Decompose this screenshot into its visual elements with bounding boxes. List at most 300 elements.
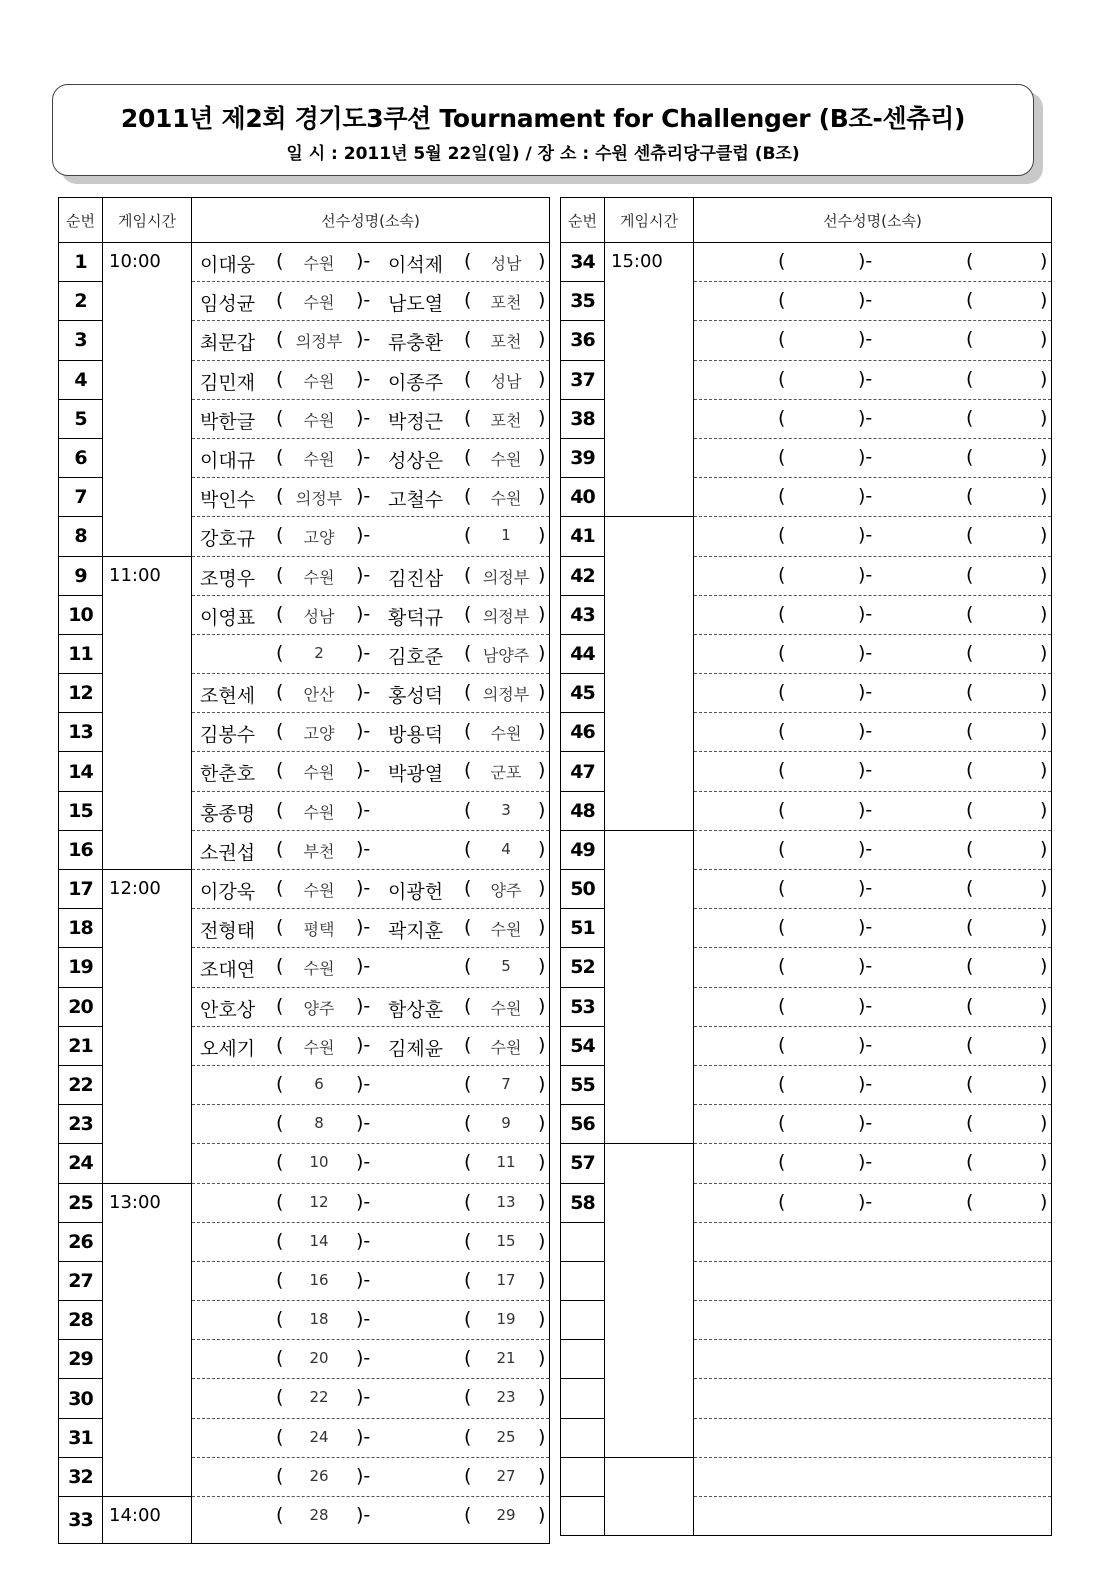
separator: )- [858,641,873,664]
paren-open: ( [778,250,786,272]
player-pair [694,752,1052,791]
player-1-club: 수원 [303,371,335,391]
header-num: 순번 [561,198,605,243]
match-number: 43 [561,595,605,634]
player-pair [192,282,550,321]
paren-close: ) [1040,720,1048,743]
table-row [561,1144,1052,1183]
player-pair [694,634,1052,673]
player-1-club: 부천 [303,841,335,861]
paren-open: ( [778,1072,786,1095]
paren-open: ( [464,798,472,821]
seed-number: 11 [496,1153,516,1172]
player-1-club: 고양 [303,528,335,548]
game-time: 10:00 [103,243,192,557]
match-number: 41 [561,517,605,556]
seed-number: 6 [314,1074,324,1093]
separator: )- [356,720,371,743]
paren-open: ( [464,1425,472,1448]
player-pair [694,1340,1052,1379]
paren-open: ( [276,1504,284,1526]
player-pair [694,1222,1052,1261]
separator: )- [858,955,873,978]
separator: )- [858,602,873,625]
separator: )- [356,1033,371,1056]
player-2-name: 곽지훈 [388,920,444,943]
paren-open: ( [966,1033,974,1056]
match-number: 7 [59,478,103,517]
paren-open: ( [276,1229,284,1252]
separator: )- [356,1229,371,1252]
paren-close: ) [538,485,546,508]
player-pair [694,948,1052,987]
game-time: 15:00 [605,243,694,517]
separator: )- [356,1347,371,1370]
paren-close: ) [1040,289,1048,312]
player-2-name: 고철수 [388,489,444,512]
separator: )- [356,837,371,860]
player-pair [192,1065,550,1104]
separator: )- [356,1308,371,1331]
seed-number: 15 [496,1231,516,1250]
player-pair [192,752,550,791]
seed-number: 9 [501,1114,511,1133]
paren-open: ( [464,1112,472,1135]
match-number: 32 [59,1457,103,1496]
player-pair [694,438,1052,477]
paren-open: ( [966,798,974,821]
paren-open: ( [778,994,786,1017]
paren-close: ) [1040,524,1048,547]
player-2-club: 수원 [490,1037,522,1057]
match-number: 12 [59,674,103,713]
player-pair [192,438,550,477]
paren-open: ( [778,445,786,468]
paren-open: ( [464,916,472,939]
match-number: 34 [561,243,605,282]
paren-open: ( [966,524,974,547]
separator: )- [356,1072,371,1095]
player-1-club: 의정부 [295,489,343,509]
paren-open: ( [464,994,472,1017]
paren-open: ( [966,367,974,390]
separator: )- [356,602,371,625]
player-2-club: 군포 [490,763,522,783]
paren-close: ) [538,916,546,939]
player-pair [694,321,1052,360]
match-number: 16 [59,830,103,869]
paren-close: ) [538,1386,546,1409]
player-1-club: 수원 [303,567,335,587]
player-pair [192,478,550,517]
match-number: 29 [59,1340,103,1379]
match-number: 47 [561,752,605,791]
player-1-name: 안호상 [200,998,256,1021]
paren-open: ( [464,1190,472,1213]
player-1-club: 의정부 [295,332,343,352]
player-1-name: 소권섭 [200,841,256,864]
match-number: 20 [59,987,103,1026]
match-number: 22 [59,1065,103,1104]
match-number: 46 [561,713,605,752]
paren-open: ( [276,681,284,704]
separator: )- [356,955,371,978]
game-time [605,517,694,831]
paren-open: ( [778,1112,786,1135]
player-pair [694,1183,1052,1222]
separator: )- [858,798,873,821]
seed-number: 29 [496,1506,516,1524]
paren-open: ( [778,1190,786,1213]
player-1-name: 조대연 [200,959,256,982]
paren-open: ( [966,837,974,860]
separator: )- [356,1386,371,1409]
match-number: 23 [59,1105,103,1144]
match-number [561,1222,605,1261]
paren-open: ( [966,1072,974,1095]
paren-open: ( [464,641,472,664]
player-2-club: 수원 [490,920,522,940]
paren-open: ( [276,1151,284,1174]
match-number: 48 [561,791,605,830]
paren-open: ( [464,328,472,351]
paren-open: ( [276,250,284,272]
player-pair [192,399,550,438]
separator: )- [356,1464,371,1487]
paren-close: ) [1040,1112,1048,1135]
match-number: 37 [561,360,605,399]
paren-open: ( [464,445,472,468]
separator: )- [356,759,371,782]
paren-open: ( [464,837,472,860]
paren-open: ( [276,563,284,586]
paren-open: ( [464,563,472,586]
player-pair [192,243,550,282]
separator: )- [356,563,371,586]
paren-open: ( [464,1268,472,1291]
separator: )- [858,1033,873,1056]
match-number: 24 [59,1144,103,1183]
match-number [561,1261,605,1300]
paren-open: ( [276,1464,284,1487]
player-pair [192,713,550,752]
player-pair [192,830,550,869]
player-pair [694,595,1052,634]
paren-open: ( [464,877,472,899]
match-number [561,1340,605,1379]
paren-close: ) [538,1464,546,1487]
seed-number: 28 [309,1506,329,1524]
paren-close: ) [538,445,546,468]
paren-open: ( [778,524,786,547]
player-2-name: 류충환 [388,332,444,355]
paren-close: ) [1040,798,1048,821]
paren-open: ( [464,1229,472,1252]
player-pair [694,556,1052,595]
match-number: 1 [59,243,103,282]
separator: )- [858,681,873,704]
paren-close: ) [538,798,546,821]
table-row [59,1497,550,1544]
paren-open: ( [276,916,284,939]
paren-close: ) [538,1308,546,1331]
paren-open: ( [276,837,284,860]
match-number: 17 [59,870,103,909]
page-title: 2011년 제2회 경기도3쿠션 Tournament for Challenger (B조-센츄리) [120,104,966,133]
paren-open: ( [966,445,974,468]
player-pair [694,1457,1052,1496]
player-pair [192,1144,550,1183]
paren-open: ( [778,837,786,860]
paren-close: ) [1040,602,1048,625]
match-number: 26 [59,1222,103,1261]
player-1-club: 성남 [303,606,335,626]
paren-open: ( [464,289,472,312]
player-1-club: 수원 [303,293,335,313]
paren-open: ( [966,485,974,508]
player-pair [192,1457,550,1496]
paren-open: ( [778,485,786,508]
header-time: 게임시간 [605,198,694,243]
player-pair [192,909,550,948]
match-number: 10 [59,595,103,634]
paren-close: ) [538,328,546,351]
match-number: 25 [59,1183,103,1222]
paren-close: ) [1040,916,1048,939]
paren-open: ( [966,406,974,429]
paren-open: ( [276,1112,284,1135]
player-pair [694,1026,1052,1065]
separator: )- [858,524,873,547]
player-2-name: 김진삼 [388,567,444,590]
paren-open: ( [276,1190,284,1213]
header-players: 선수성명(소속) [192,198,550,243]
paren-open: ( [966,877,974,899]
player-pair [694,830,1052,869]
player-pair [694,674,1052,713]
player-2-club: 의정부 [482,567,530,587]
seed-number: 8 [314,1114,324,1133]
paren-close: ) [538,1229,546,1252]
player-2-name: 박정근 [388,410,444,433]
paren-open: ( [464,1308,472,1331]
separator: )- [858,837,873,860]
seed-number: 16 [309,1270,329,1289]
player-1-name: 전형태 [200,920,256,943]
paren-close: ) [1040,445,1048,468]
separator: )- [858,994,873,1017]
seed-number: 22 [309,1388,329,1407]
player-2-club: 의정부 [482,606,530,626]
paren-open: ( [778,877,786,899]
player-pair [694,1105,1052,1144]
match-number [561,1418,605,1457]
match-number: 18 [59,909,103,948]
paren-open: ( [276,955,284,978]
paren-close: ) [538,563,546,586]
paren-open: ( [464,485,472,508]
paren-open: ( [778,367,786,390]
player-pair [694,243,1052,282]
header-players: 선수성명(소속) [694,198,1052,243]
match-number: 38 [561,399,605,438]
match-number: 51 [561,909,605,948]
paren-open: ( [464,1504,472,1526]
seed-number: 26 [309,1466,329,1485]
match-number: 21 [59,1026,103,1065]
player-2-club: 포천 [490,410,522,430]
paren-close: ) [538,1151,546,1174]
table-row [561,517,1052,556]
player-2-club: 의정부 [482,685,530,705]
paren-close: ) [1040,1151,1048,1174]
paren-open: ( [778,681,786,704]
player-pair [192,1261,550,1300]
match-number: 11 [59,634,103,673]
player-1-club: 수원 [303,254,335,273]
separator: )- [356,406,371,429]
paren-open: ( [464,406,472,429]
player-pair [192,1183,550,1222]
player-1-club: 수원 [303,449,335,469]
paren-close: ) [538,406,546,429]
separator: )- [356,445,371,468]
player-2-club: 수원 [490,998,522,1018]
player-2-club: 포천 [490,332,522,352]
match-number: 33 [59,1497,103,1544]
player-1-name: 이대규 [200,449,256,472]
separator: )- [356,1268,371,1291]
paren-close: ) [1040,367,1048,390]
schedule-table-left [58,197,550,1544]
separator: )- [858,289,873,312]
paren-close: ) [538,1347,546,1370]
player-pair [694,870,1052,909]
game-time: 12:00 [103,870,192,1184]
seed-number: 17 [496,1270,516,1289]
match-number: 54 [561,1026,605,1065]
paren-open: ( [464,720,472,743]
player-pair [694,713,1052,752]
player-pair [694,282,1052,321]
match-number [561,1497,605,1536]
paren-open: ( [276,798,284,821]
player-pair [192,987,550,1026]
paren-open: ( [276,406,284,429]
player-pair [694,909,1052,948]
paren-open: ( [276,720,284,743]
match-number: 31 [59,1418,103,1457]
player-1-name: 한춘호 [200,763,256,786]
seed-number: 23 [496,1388,516,1407]
player-2-club: 수원 [490,449,522,469]
player-pair [192,1340,550,1379]
player-2-name: 김제윤 [388,1037,444,1060]
separator: )- [356,1112,371,1135]
paren-open: ( [966,994,974,1017]
match-number: 49 [561,830,605,869]
paren-open: ( [276,759,284,782]
player-pair [192,1105,550,1144]
player-2-name: 함상훈 [388,998,444,1021]
paren-close: ) [538,1072,546,1095]
paren-open: ( [276,445,284,468]
seed-number: 25 [496,1427,516,1446]
player-1-club: 고양 [303,724,335,744]
match-number: 3 [59,321,103,360]
player-2-name: 박광열 [388,763,444,786]
separator: )- [858,563,873,586]
paren-open: ( [966,916,974,939]
match-number: 35 [561,282,605,321]
player-pair [192,1379,550,1418]
paren-open: ( [464,1072,472,1095]
paren-close: ) [1040,250,1048,272]
paren-open: ( [464,1464,472,1487]
paren-open: ( [464,250,472,272]
player-1-name: 임성균 [200,293,256,316]
match-number: 55 [561,1065,605,1104]
paren-close: ) [1040,1072,1048,1095]
paren-close: ) [1040,681,1048,704]
player-2-name: 황덕규 [388,606,444,629]
separator: )- [356,1151,371,1174]
table-row [561,1457,1052,1496]
paren-open: ( [276,1072,284,1095]
separator: )- [356,994,371,1017]
separator: )- [356,524,371,547]
paren-open: ( [778,602,786,625]
game-time: 13:00 [103,1183,192,1497]
separator: )- [356,485,371,508]
paren-open: ( [276,994,284,1017]
match-number: 13 [59,713,103,752]
paren-open: ( [464,602,472,625]
paren-open: ( [464,759,472,782]
player-pair [694,1261,1052,1300]
separator: )- [858,250,873,272]
match-number: 19 [59,948,103,987]
player-pair [694,1497,1052,1536]
player-2-club: 수원 [490,489,522,509]
paren-close: ) [538,837,546,860]
seed-number: 14 [309,1231,329,1250]
paren-open: ( [778,1151,786,1174]
paren-close: ) [538,720,546,743]
player-1-club: 수원 [303,410,335,430]
paren-open: ( [276,877,284,899]
player-pair [694,1144,1052,1183]
seed-number: 24 [309,1427,329,1446]
seed-number: 3 [501,800,511,819]
player-2-name: 성상은 [388,449,444,472]
paren-open: ( [966,681,974,704]
player-1-name: 김봉수 [200,724,256,747]
paren-open: ( [276,485,284,508]
paren-open: ( [276,1386,284,1409]
paren-open: ( [778,798,786,821]
paren-close: ) [1040,406,1048,429]
paren-close: ) [1040,485,1048,508]
separator: )- [858,916,873,939]
player-2-name: 이광헌 [388,881,444,903]
paren-close: ) [538,1190,546,1213]
separator: )- [858,1151,873,1174]
table-row [59,870,550,909]
paren-close: ) [1040,641,1048,664]
player-2-club: 남양주 [482,645,530,665]
table-row [59,556,550,595]
